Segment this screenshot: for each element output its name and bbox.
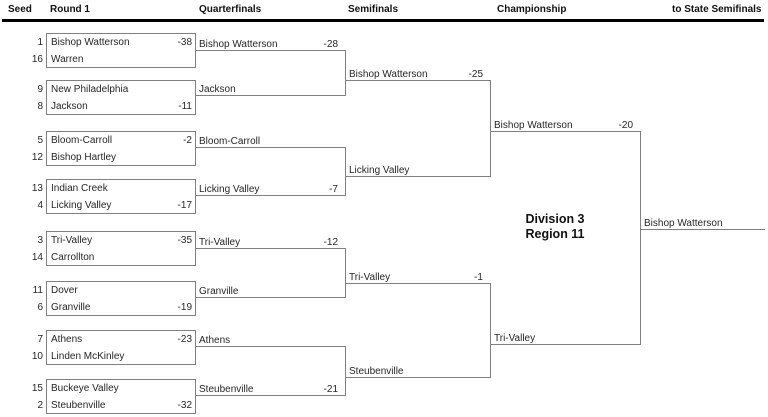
- team-row: [37, 98, 195, 114]
- seed-number: 7: [37, 333, 43, 345]
- score: -1: [474, 272, 483, 283]
- team-name: Dover: [51, 284, 78, 296]
- team-row: [32, 282, 195, 298]
- team-row: [37, 81, 195, 97]
- seed-number: 10: [31, 350, 43, 362]
- team-name: Granville: [199, 286, 239, 297]
- seed-number: 14: [31, 251, 43, 263]
- team-name: Buckeye Valley: [51, 382, 119, 394]
- team-name: Bishop Hartley: [51, 151, 117, 163]
- team-name: Licking Valley: [51, 199, 112, 211]
- team-row: [37, 34, 195, 50]
- seed-number: 11: [32, 284, 43, 296]
- connector-line: [345, 346, 346, 396]
- state-semifinalist-entry: [640, 215, 765, 230]
- region-title-division: Division 3: [525, 212, 585, 226]
- team-name: Jackson: [199, 84, 236, 95]
- score: -38: [177, 36, 192, 48]
- team-row: [37, 397, 195, 413]
- team-name: Tri-Valley: [199, 237, 241, 248]
- quarterfinal-entry-4: [195, 181, 345, 196]
- connector-line: [490, 283, 491, 378]
- seed-number: 3: [37, 234, 43, 246]
- round1-matchup-1: [31, 33, 196, 68]
- connector-line: [345, 50, 346, 96]
- round1-matchup-2: [37, 80, 196, 115]
- team-row: [31, 51, 195, 67]
- team-row: [37, 197, 195, 213]
- team-name: Linden McKinley: [51, 350, 125, 362]
- team-name: Jackson: [51, 100, 88, 112]
- region-title-region: Region 11: [525, 227, 585, 241]
- quarterfinal-entry-3: [195, 133, 345, 148]
- team-name: Warren: [51, 53, 84, 65]
- team-name: Steubenville: [349, 366, 404, 377]
- quarterfinal-entry-8: [195, 381, 345, 396]
- team-name: Athens: [51, 333, 83, 345]
- seed-number: 12: [31, 151, 43, 163]
- round1-matchup-7: [31, 330, 196, 365]
- team-name: Tri-Valley: [51, 234, 93, 246]
- seed-number: 4: [37, 199, 43, 211]
- semifinal-entry-2: [345, 162, 490, 177]
- semifinal-entry-1: [345, 66, 490, 81]
- column-header-state-semifinals: to State Semifinals: [672, 4, 762, 15]
- team-row: [31, 348, 195, 364]
- header-rule: [2, 19, 764, 22]
- championship-entry-2: [490, 330, 640, 345]
- score: -19: [177, 301, 192, 313]
- quarterfinal-entry-7: [195, 332, 345, 347]
- team-name: Tri-Valley: [349, 272, 391, 283]
- team-name: Bloom-Carroll: [51, 134, 113, 146]
- score: -23: [177, 333, 192, 345]
- column-header-seed: Seed: [8, 4, 32, 15]
- team-name: Steubenville: [199, 384, 254, 395]
- seed-number: 15: [31, 382, 43, 394]
- round1-matchup-4: [31, 179, 196, 214]
- connector-line: [345, 248, 346, 298]
- team-row: [37, 132, 195, 148]
- connector-line: [345, 147, 346, 196]
- seed-number: 8: [37, 100, 43, 112]
- round1-matchup-8: [31, 379, 196, 414]
- team-row: [31, 380, 195, 396]
- quarterfinal-entry-5: [195, 234, 345, 249]
- team-name: Bloom-Carroll: [199, 136, 261, 147]
- team-name: Bishop Watterson: [199, 39, 278, 50]
- score: -25: [468, 69, 483, 80]
- seed-number: 16: [31, 53, 43, 65]
- seed-number: 5: [37, 134, 43, 146]
- championship-entry-1: [490, 117, 640, 132]
- team-name: Tri-Valley: [494, 333, 536, 344]
- score: -35: [177, 234, 192, 246]
- team-row: [37, 331, 195, 347]
- score: -32: [177, 399, 192, 411]
- seed-number: 6: [37, 301, 43, 313]
- region-title: [490, 212, 620, 242]
- column-header-round1: Round 1: [50, 4, 90, 15]
- score: -17: [177, 199, 192, 211]
- quarterfinal-entry-2: [195, 81, 345, 96]
- round1-matchup-6: [32, 281, 196, 316]
- score: -12: [323, 237, 338, 248]
- column-header-semifinals: Semifinals: [348, 4, 399, 15]
- score: -28: [323, 39, 338, 50]
- team-name: Athens: [199, 335, 231, 346]
- team-name: New Philadelphia: [51, 83, 129, 95]
- score: -7: [329, 184, 338, 195]
- connector-line: [640, 131, 641, 345]
- score: -11: [178, 100, 192, 112]
- score: -2: [183, 134, 192, 146]
- seed-number: 2: [37, 399, 43, 411]
- team-name: Bishop Watterson: [494, 120, 573, 131]
- seed-number: 9: [37, 83, 43, 95]
- team-name: Licking Valley: [199, 184, 260, 195]
- team-row: [37, 232, 195, 248]
- team-name: Bishop Watterson: [349, 69, 428, 80]
- team-row: [37, 299, 195, 315]
- semifinal-entry-3: [345, 269, 490, 284]
- semifinal-entry-4: [345, 363, 490, 378]
- connector-line: [490, 80, 491, 177]
- score: -21: [323, 384, 338, 395]
- team-name: Granville: [51, 301, 91, 313]
- seed-number: 13: [31, 182, 43, 194]
- team-name: Steubenville: [51, 399, 106, 411]
- team-name: Indian Creek: [51, 182, 108, 194]
- quarterfinal-entry-1: [195, 36, 345, 51]
- team-name: Bishop Watterson: [51, 36, 130, 48]
- column-header-quarterfinals: Quarterfinals: [199, 4, 262, 15]
- team-name: Bishop Watterson: [644, 218, 723, 229]
- quarterfinal-entry-6: [195, 283, 345, 298]
- score: -20: [618, 120, 633, 131]
- seed-number: 1: [37, 36, 43, 48]
- round1-matchup-3: [31, 131, 196, 166]
- team-name: Carrollton: [51, 251, 95, 263]
- team-name: Licking Valley: [349, 165, 410, 176]
- team-row: [31, 249, 195, 265]
- column-header-championship: Championship: [497, 4, 567, 15]
- round1-matchup-5: [31, 231, 196, 266]
- team-row: [31, 149, 195, 165]
- team-row: [31, 180, 195, 196]
